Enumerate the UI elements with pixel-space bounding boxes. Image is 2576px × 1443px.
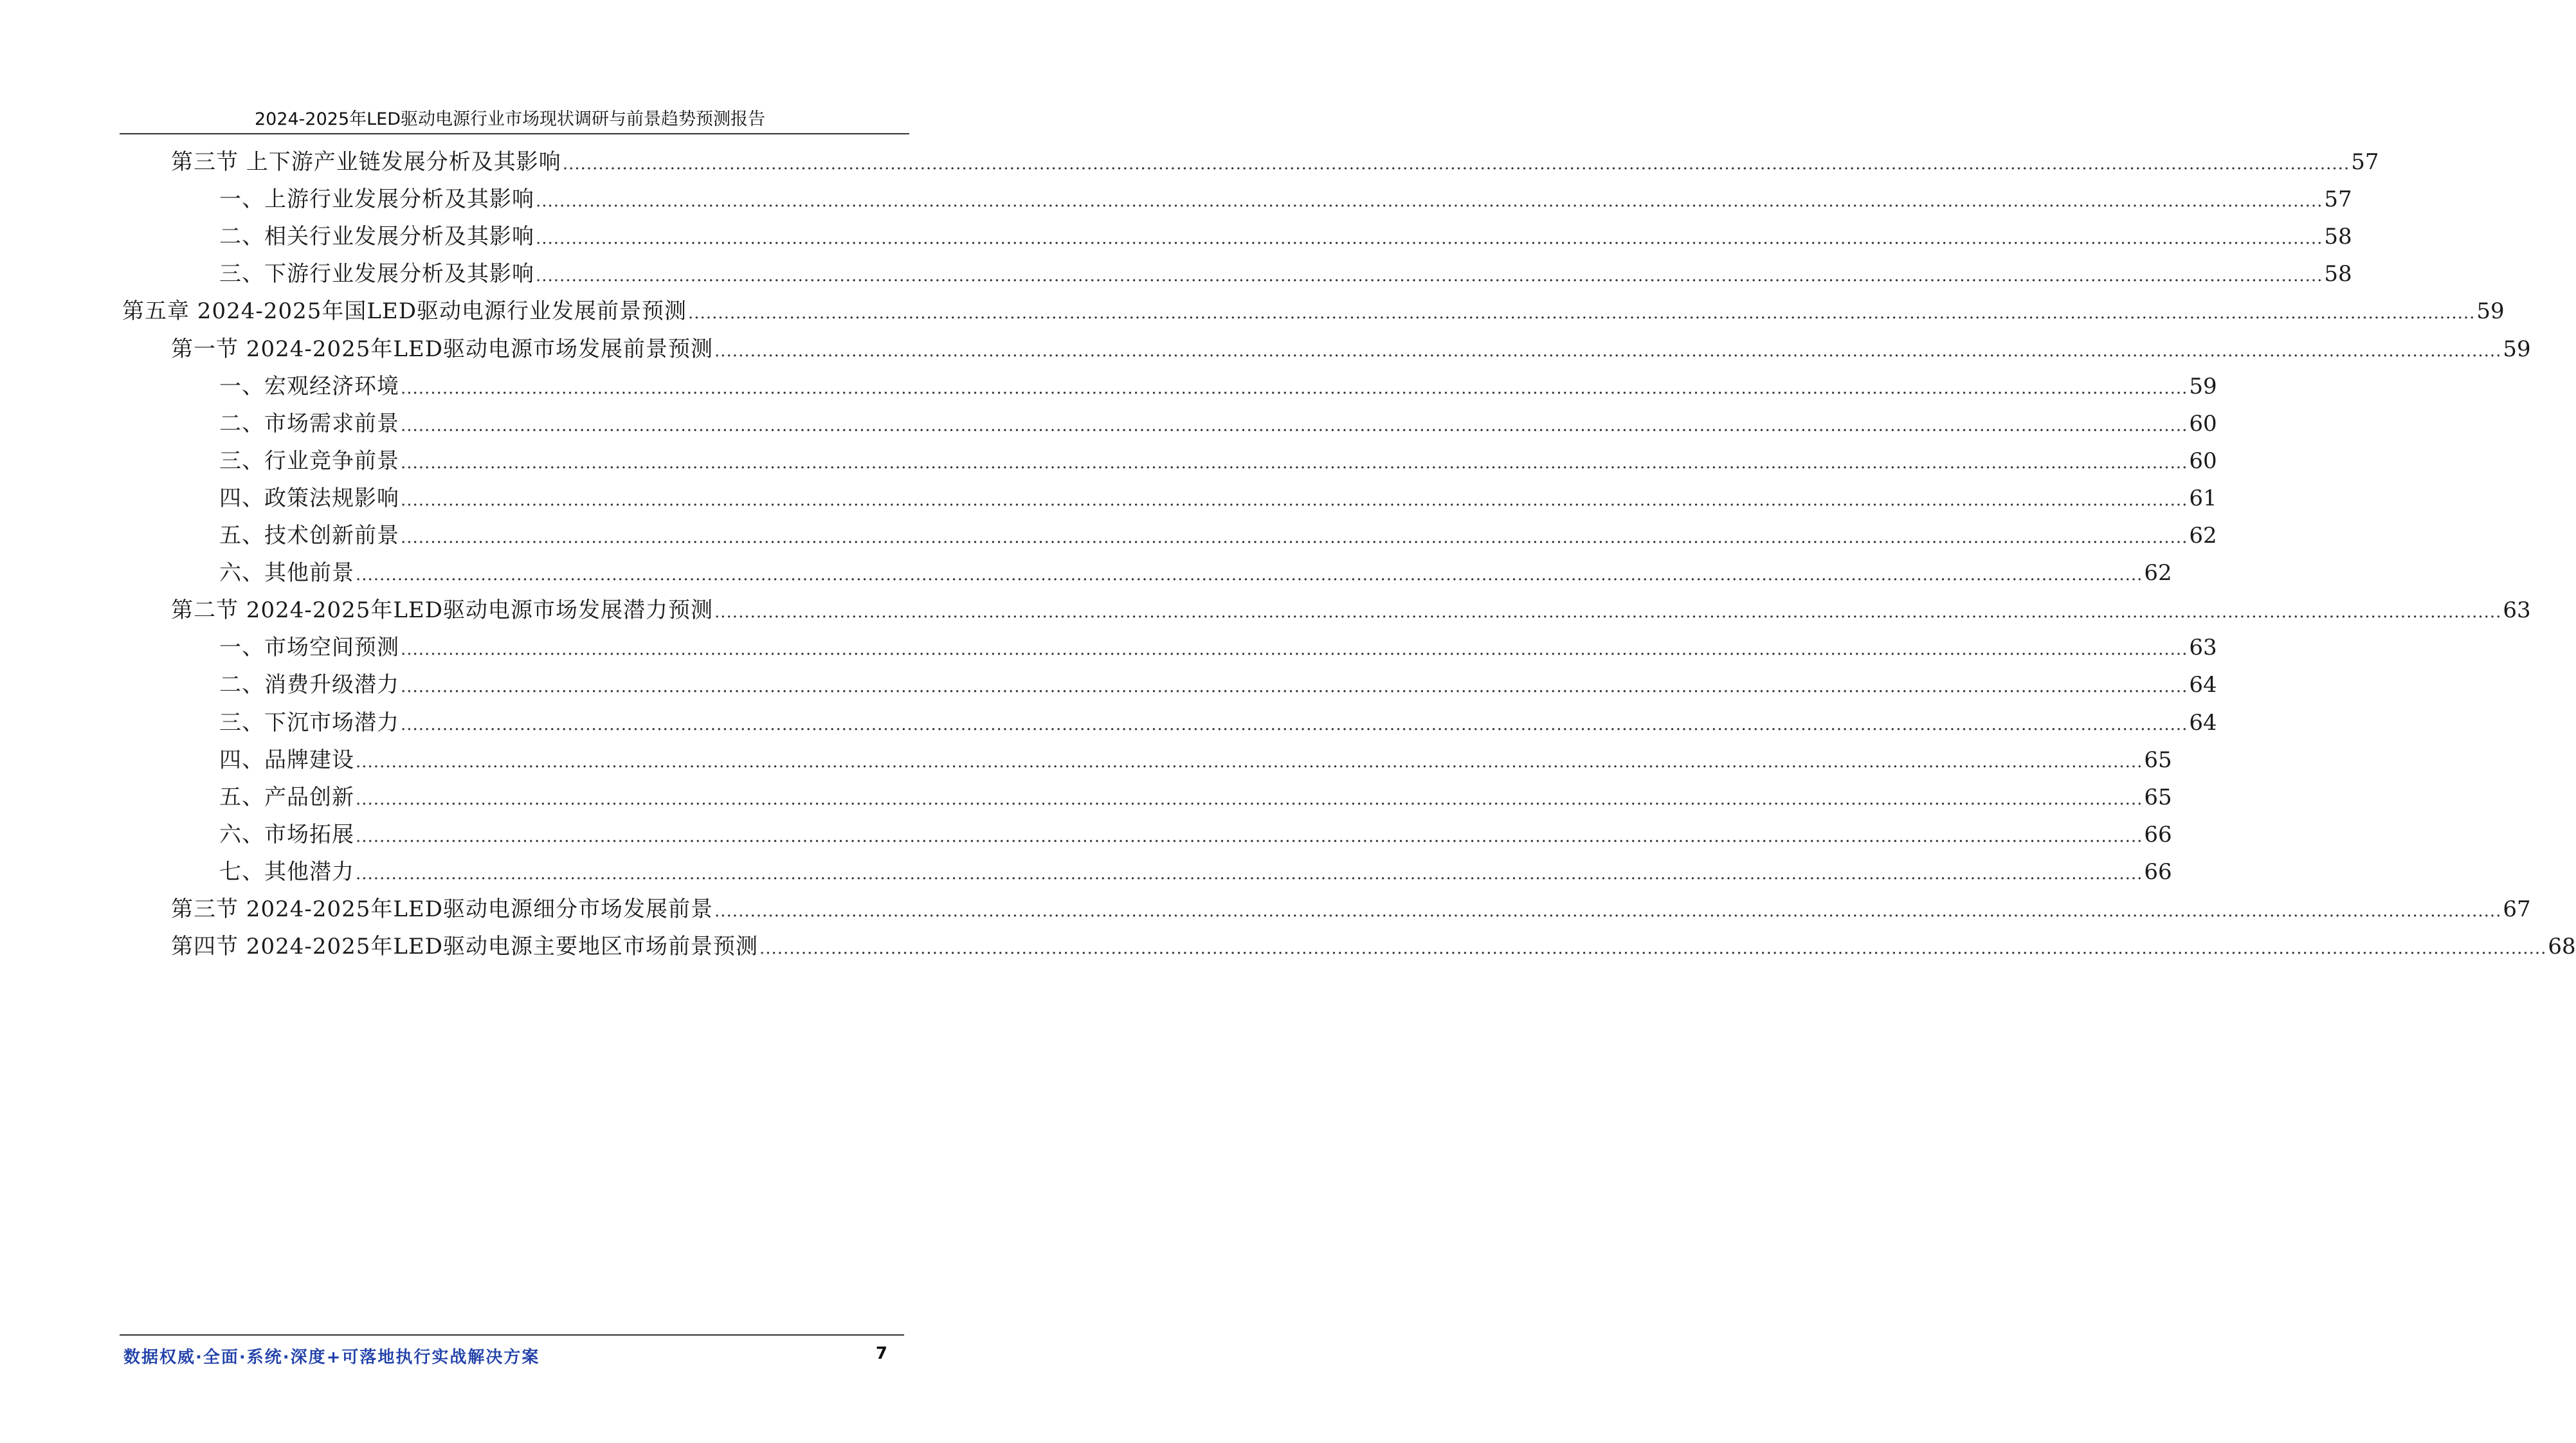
toc-entry[interactable] — [0, 554, 2172, 592]
toc-entry-title: 六、其他前景 — [219, 560, 354, 586]
toc-leader-dots: ............................................................................................................................................................................................................................................................................................................ — [562, 154, 2350, 174]
toc-leader-dots: ............................................................................................................................................................................................................................................................................................................ — [401, 528, 2188, 547]
toc-entry-title: 七、其他潜力 — [219, 858, 354, 885]
toc-entry[interactable] — [0, 292, 2505, 331]
toc-leader-dots: ............................................................................................................................................................................................................................................................................................................ — [356, 752, 2143, 772]
toc-leader-dots: ............................................................................................................................................................................................................................................................................................................ — [401, 490, 2188, 510]
toc-entry-title: 第一节 2024-2025年LED驱动电源市场发展前景预测 — [171, 336, 714, 362]
toc-entry[interactable] — [0, 703, 2217, 742]
footer-slogan: 数据权威·全面·系统·深度+可落地执行实战解决方案 — [123, 1348, 540, 1367]
toc-entry-page: 63 — [2503, 597, 2531, 624]
toc-leader-dots: ............................................................................................................................................................................................................................................................................................................ — [714, 902, 2502, 921]
toc-entry-page: 64 — [2189, 709, 2217, 736]
toc-entry[interactable] — [0, 479, 2217, 518]
toc-entry[interactable] — [0, 778, 2172, 817]
toc-entry[interactable] — [0, 628, 2217, 667]
toc-entry[interactable] — [0, 255, 2352, 293]
toc-entry-title: 第四节 2024-2025年LED驱动电源主要地区市场前景预测 — [171, 934, 759, 960]
footer-page-number: 7 — [875, 1344, 887, 1363]
toc-entry-page: 62 — [2189, 523, 2217, 549]
footer-divider — [120, 1334, 904, 1336]
toc-leader-dots: ............................................................................................................................................................................................................................................................................................................ — [356, 864, 2143, 884]
toc-leader-dots: ............................................................................................................................................................................................................................................................................................................ — [688, 304, 2476, 323]
toc-leader-dots: ............................................................................................................................................................................................................................................................................................................ — [714, 603, 2502, 622]
toc-entry-page: 57 — [2351, 149, 2379, 175]
toc-entry-title: 第三节 2024-2025年LED驱动电源细分市场发展前景 — [171, 896, 714, 922]
toc-entry-page: 62 — [2144, 560, 2172, 586]
toc-entry-page: 65 — [2144, 784, 2172, 810]
toc-entry[interactable] — [0, 927, 2576, 966]
toc-entry-page: 67 — [2503, 896, 2531, 922]
toc-entry-page: 60 — [2189, 410, 2217, 437]
toc-entry-page: 60 — [2189, 448, 2217, 474]
toc-entry-title: 第三节 上下游产业链发展分析及其影响 — [171, 149, 561, 175]
toc-entry[interactable] — [0, 367, 2217, 406]
toc-entry-page: 66 — [2144, 858, 2172, 885]
toc-entry[interactable] — [0, 853, 2172, 891]
toc-entry-title: 五、产品创新 — [219, 784, 354, 810]
toc-leader-dots: ............................................................................................................................................................................................................................................................................................................ — [401, 677, 2188, 697]
toc-entry[interactable] — [0, 217, 2352, 256]
toc-leader-dots: ............................................................................................................................................................................................................................................................................................................ — [714, 341, 2502, 361]
header-divider — [120, 133, 909, 134]
page-header-title: 2024-2025年LED驱动电源行业市场现状调研与前景趋势预测报告 — [254, 109, 766, 129]
toc-entry-title: 五、技术创新前景 — [219, 523, 399, 549]
toc-entry-title: 二、市场需求前景 — [219, 410, 399, 437]
toc-entry-page: 58 — [2324, 261, 2352, 287]
toc-leader-dots: ............................................................................................................................................................................................................................................................................................................ — [401, 378, 2188, 398]
toc-entry[interactable] — [0, 516, 2217, 555]
toc-entry[interactable] — [0, 591, 2531, 630]
toc-leader-dots: ............................................................................................................................................................................................................................................................................................................ — [536, 266, 2323, 286]
toc-entry-title: 六、市场拓展 — [219, 821, 354, 848]
toc-entry-page: 59 — [2503, 336, 2531, 362]
toc-entry-page: 63 — [2189, 635, 2217, 661]
toc-entry[interactable] — [0, 180, 2352, 219]
toc-leader-dots: ............................................................................................................................................................................................................................................................................................................ — [401, 714, 2188, 734]
toc-leader-dots: ............................................................................................................................................................................................................................................................................................................ — [356, 789, 2143, 809]
toc-entry-page: 58 — [2324, 224, 2352, 250]
toc-entry[interactable] — [0, 143, 2379, 181]
toc-entry[interactable] — [0, 666, 2217, 704]
toc-entry[interactable] — [0, 741, 2172, 779]
toc-entry-page: 59 — [2476, 298, 2505, 325]
toc-leader-dots: ............................................................................................................................................................................................................................................................................................................ — [401, 453, 2188, 473]
toc-entry-page: 68 — [2548, 934, 2576, 960]
toc-leader-dots: ............................................................................................................................................................................................................................................................................................................ — [401, 415, 2188, 435]
toc-leader-dots: ............................................................................................................................................................................................................................................................................................................ — [759, 939, 2547, 959]
toc-leader-dots: ............................................................................................................................................................................................................................................................................................................ — [536, 192, 2323, 212]
toc-leader-dots: ............................................................................................................................................................................................................................................................................................................ — [536, 229, 2323, 249]
toc-entry-title: 三、下游行业发展分析及其影响 — [219, 261, 534, 287]
toc-entry-title: 第五章 2024-2025年国LED驱动电源行业发展前景预测 — [122, 298, 687, 325]
toc-entry-page: 59 — [2189, 373, 2217, 399]
toc-entry-title: 一、市场空间预测 — [219, 635, 399, 661]
toc-entry-title: 二、消费升级潜力 — [219, 672, 399, 698]
toc-entry-title: 三、下沉市场潜力 — [219, 709, 399, 736]
toc-leader-dots: ............................................................................................................................................................................................................................................................................................................ — [356, 565, 2143, 585]
toc-entry[interactable] — [0, 404, 2217, 443]
toc-entry-page: 66 — [2144, 821, 2172, 848]
toc-entry-title: 一、宏观经济环境 — [219, 373, 399, 399]
toc-entry[interactable] — [0, 330, 2531, 368]
toc-entry[interactable] — [0, 815, 2172, 854]
toc-entry[interactable] — [0, 442, 2217, 480]
toc-entry-page: 61 — [2189, 485, 2217, 511]
toc-entry-title: 四、品牌建设 — [219, 747, 354, 773]
toc-entry-title: 第二节 2024-2025年LED驱动电源市场发展潜力预测 — [171, 597, 714, 624]
toc-leader-dots: ............................................................................................................................................................................................................................................................................................................ — [356, 826, 2143, 846]
toc-entry-page: 64 — [2189, 672, 2217, 698]
toc-entry-title: 四、政策法规影响 — [219, 485, 399, 511]
toc-entry[interactable] — [0, 890, 2531, 929]
toc-entry-title: 三、行业竞争前景 — [219, 448, 399, 474]
toc-entry-title: 二、相关行业发展分析及其影响 — [219, 224, 534, 250]
toc-entry-page: 57 — [2324, 186, 2352, 213]
toc-leader-dots: ............................................................................................................................................................................................................................................................................................................ — [401, 640, 2188, 660]
toc-entry-title: 一、上游行业发展分析及其影响 — [219, 186, 534, 213]
toc-entry-page: 65 — [2144, 747, 2172, 773]
